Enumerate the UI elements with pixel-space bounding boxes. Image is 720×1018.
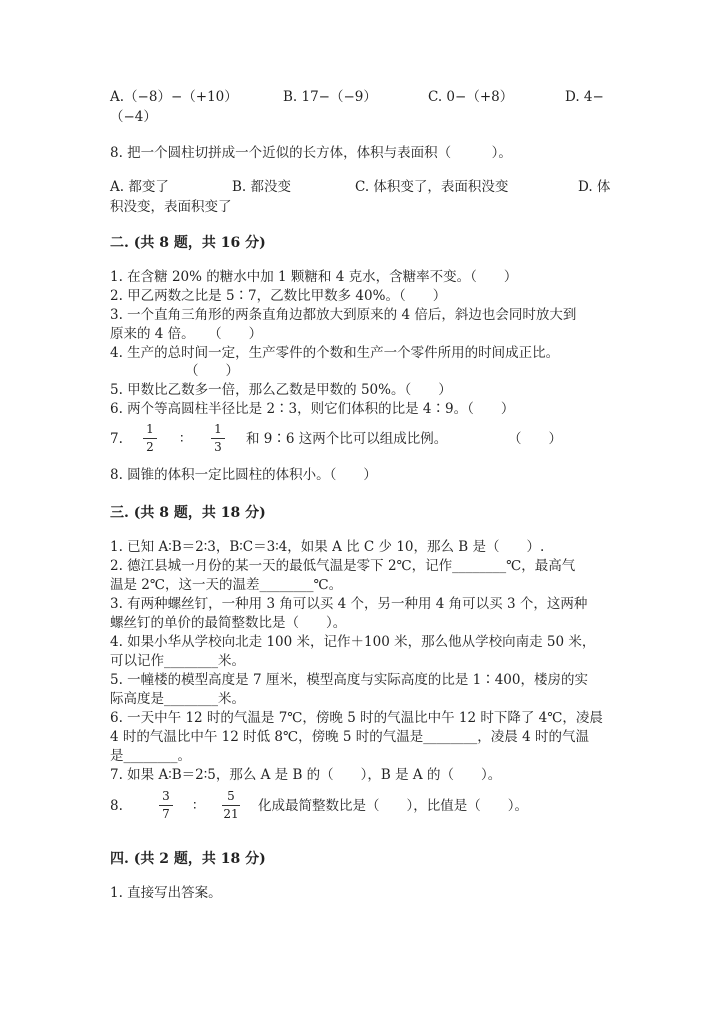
q7-option-d-cont: （−4） bbox=[110, 109, 157, 125]
fraction-denominator: 7 bbox=[162, 807, 170, 821]
s2-item-5: 5. 甲数比乙数多一倍，那么乙数是甲数的 50%。（ ） bbox=[110, 382, 452, 398]
s3-item-4: 4. 如果小华从学校向北走 100 米，记作＋100 米，那么他从学校向南走 50 米， bbox=[110, 634, 596, 650]
s2-item-2: 2. 甲乙两数之比是 5∶7，乙数比甲数多 40%。（ ） bbox=[110, 288, 447, 304]
s3-item-8-number: 8. bbox=[110, 798, 123, 814]
q8-option-c: C. 体积变了，表面积没变 bbox=[355, 179, 509, 195]
s3-item-5-cont: 际高度是________米。 bbox=[110, 691, 245, 707]
s3-item-2: 2. 德江县城一月份的某一天的最低气温是零下 2℃，记作________℃，最高气 bbox=[110, 558, 576, 574]
s2-item-4: 4. 生产的总时间一定，生产零件的个数和生产一个零件所用的时间成正比。 bbox=[110, 345, 560, 361]
q8-option-d-cont: 积没变，表面积变了 bbox=[110, 199, 232, 215]
s3-item-8-text: 化成最简整数比是（ ），比值是（ ）。 bbox=[258, 798, 528, 814]
s2-item-4-cont: （ ） bbox=[185, 363, 239, 379]
q7-option-b: B. 17−（−9） bbox=[283, 89, 377, 105]
fraction-denominator: 21 bbox=[223, 807, 239, 821]
s3-item-8-fraction-2 bbox=[220, 790, 242, 821]
s3-item-3: 3. 有两种螺丝钉，一种用 3 角可以买 4 个，另一种用 4 角可以买 3 个，这两种 bbox=[110, 596, 588, 612]
q7-option-d: D. 4− bbox=[565, 89, 604, 105]
fraction-bar bbox=[222, 805, 240, 806]
s3-item-4-cont: 可以记作________米。 bbox=[110, 653, 245, 669]
fraction-bar bbox=[159, 805, 173, 806]
s2-item-3-cont: 原来的 4 倍。 （ ） bbox=[110, 326, 263, 342]
q8-option-a: A. 都变了 bbox=[110, 179, 169, 195]
q8-option-d: D. 体 bbox=[578, 179, 611, 195]
fraction-numerator: 5 bbox=[227, 789, 235, 803]
section-3-title: 三. (共 8 题，共 18 分) bbox=[110, 505, 266, 521]
s2-item-1: 1. 在含糖 20% 的糖水中加 1 颗糖和 4 克水，含糖率不变。（ ） bbox=[110, 269, 518, 285]
s3-item-6: 6. 一天中午 12 时的气温是 7℃，傍晚 5 时的气温比中午 12 时下降了 4℃，凌晨 bbox=[110, 710, 603, 726]
s2-item-7-fraction-2 bbox=[209, 423, 227, 454]
q8-option-b: B. 都没变 bbox=[232, 179, 292, 195]
s3-item-5: 5. 一幢楼的模型高度是 7 厘米，模型高度与实际高度的比是 1∶400，楼房的实 bbox=[110, 672, 588, 688]
q7-option-c: C. 0−（+8） bbox=[428, 89, 514, 105]
s3-item-8-colon: ∶ bbox=[193, 798, 197, 814]
section-4-title: 四. (共 2 题，共 18 分) bbox=[110, 851, 266, 867]
s4-item-1: 1. 直接写出答案。 bbox=[110, 885, 222, 901]
s3-item-7: 7. 如果 A∶B＝2∶5，那么 A 是 B 的（ ），B 是 A 的（ ）。 bbox=[110, 767, 502, 783]
fraction-bar bbox=[143, 438, 157, 439]
s3-item-3-cont: 螺丝钉的单价的最简整数比是（ ）。 bbox=[110, 615, 347, 631]
s3-item-6-cont-2: 是________。 bbox=[110, 748, 191, 764]
q7-option-a: A.（−8）−（+10） bbox=[110, 89, 238, 105]
s2-item-7-colon: ∶ bbox=[180, 431, 184, 447]
s2-item-6: 6. 两个等高圆柱半径比是 2∶3，则它们体积的比是 4∶9。（ ） bbox=[110, 401, 515, 417]
s2-item-7-number: 7. bbox=[110, 431, 123, 447]
s2-item-8: 8. 圆锥的体积一定比圆柱的体积小。（ ） bbox=[110, 467, 377, 483]
s2-item-3: 3. 一个直角三角形的两条直角边都放大到原来的 4 倍后，斜边也会同时放大到 bbox=[110, 307, 577, 323]
fraction-denominator: 2 bbox=[146, 440, 154, 454]
fraction-bar bbox=[211, 438, 225, 439]
s2-item-7-fraction-1 bbox=[141, 423, 159, 454]
fraction-numerator: 1 bbox=[146, 422, 154, 436]
fraction-numerator: 1 bbox=[214, 422, 222, 436]
s3-item-8-fraction-1 bbox=[157, 790, 175, 821]
s3-item-1: 1. 已知 A∶B＝2∶3，B∶C＝3∶4，如果 A 比 C 少 10，那么 B 是（ ）. bbox=[110, 539, 545, 555]
section-2-title: 二. (共 8 题，共 16 分) bbox=[110, 235, 266, 251]
s3-item-6-cont: 4 时的气温比中午 12 时低 8℃，傍晚 5 时的气温是________，凌晨 4 时的气温 bbox=[110, 729, 589, 745]
s2-item-7-answer-paren: （ ） bbox=[508, 431, 562, 447]
s3-item-2-cont: 温是 2℃，这一天的温差________℃。 bbox=[110, 577, 343, 593]
s2-item-7-text: 和 9∶6 这两个比可以组成比例。 bbox=[246, 431, 448, 447]
q8-stem: 8. 把一个圆柱切拼成一个近似的长方体，体积与表面积（ ）。 bbox=[110, 145, 512, 161]
fraction-denominator: 3 bbox=[214, 440, 222, 454]
fraction-numerator: 3 bbox=[162, 789, 170, 803]
